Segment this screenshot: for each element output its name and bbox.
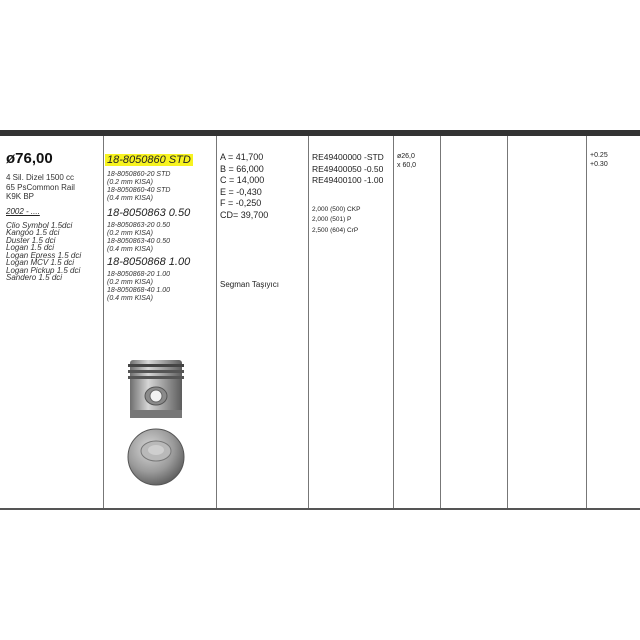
- engine-line: 65 PsCommon Rail: [6, 182, 75, 192]
- ring-set-code: RE49400100 -1.00: [312, 175, 384, 185]
- engine-line: 4 Sil. Dizel 1500 cc: [6, 173, 75, 182]
- column-divider: [507, 136, 508, 508]
- part-variant: 18-8050868-20 1.00: [107, 271, 171, 278]
- engine-info: [6, 173, 100, 202]
- oversize-value: +0.25: [590, 152, 608, 159]
- application-item: Logan 1.5 dci: [6, 243, 55, 252]
- dimensions-column: [220, 152, 268, 221]
- column-divider: [103, 136, 104, 508]
- part-variant-note: (0.4 mm KISA): [107, 195, 153, 202]
- ring-coating: 2,500 (604) CrP: [312, 226, 359, 234]
- part-variant-note: (0.4 mm KISA): [107, 246, 153, 253]
- application-item: Clio Symbol 1.5dci: [6, 220, 73, 230]
- oversize-column: [590, 152, 608, 169]
- column-divider: [393, 136, 394, 508]
- dimension-value: CD= 39,700: [220, 209, 269, 220]
- oversize-value: +0.30: [590, 160, 608, 168]
- part-variant-note: (0.2 mm KISA): [107, 279, 153, 286]
- production-year: 2002 - ....: [6, 206, 40, 216]
- part-variant: 18-8050860-40 STD: [107, 187, 171, 194]
- part-variant-group: [107, 271, 213, 303]
- application-item: Logan Epress 1.5 dci: [6, 250, 82, 260]
- column-divider: [440, 136, 441, 508]
- pin-length: x 60,0: [397, 162, 417, 169]
- application-item: Kangoo 1.5 dci: [6, 228, 60, 237]
- part-number: 18-8050863 0.50: [107, 207, 191, 219]
- dimension-value: F = -0,250: [220, 198, 262, 208]
- application-item: Logan Pickup 1.5 dci: [6, 265, 81, 275]
- application-item: Logan MCV 1.5 dci: [6, 258, 75, 267]
- engine-line: K9K BP: [6, 192, 35, 201]
- part-variant-note: (0.2 mm KISA): [107, 179, 153, 186]
- pin-column: [397, 152, 416, 170]
- part-variant: 18-8050860-20 STD: [107, 171, 171, 178]
- application-item: Duster 1.5 dci: [6, 235, 56, 245]
- part-variant-note: (0.4 mm KISA): [107, 295, 153, 302]
- dimension-value: C = 14,000: [220, 175, 265, 185]
- column-divider: [216, 136, 217, 508]
- part-variant-group: [107, 171, 213, 203]
- part-variant-note: (0.2 mm KISA): [107, 230, 153, 237]
- part-variant-group: [107, 222, 213, 254]
- part-number: 18-8050868 1.00: [107, 256, 191, 268]
- part-variant: 18-8050863-40 0.50: [107, 238, 171, 245]
- ring-coating: 2,000 (500) CKP: [312, 205, 361, 213]
- ring-set-code: RE49400000 -STD: [312, 152, 384, 162]
- piston-side-view-image: [126, 356, 186, 422]
- application-item: Sandero 1.5 dci: [6, 273, 63, 282]
- rings-column: [312, 152, 384, 236]
- table-top-rule: [0, 130, 640, 136]
- column-divider: [586, 136, 587, 508]
- part-number-highlighted: 18-8050860 STD: [107, 154, 191, 166]
- dimension-value: E = -0,430: [220, 186, 262, 197]
- table-bottom-rule: [0, 508, 640, 510]
- catalog-table: [0, 130, 640, 510]
- dimension-value: A = 41,700: [220, 152, 264, 162]
- dimension-value: B = 66,000: [220, 163, 264, 174]
- ring-coating: 2,000 (501) P: [312, 216, 352, 223]
- piston-spec-column: [6, 150, 100, 282]
- piston-top-view-image: [126, 426, 186, 488]
- ring-coating-list: [312, 205, 384, 237]
- pin-diameter: ø26,0: [397, 153, 415, 160]
- column-divider: [308, 136, 309, 508]
- vehicle-applications: [6, 222, 100, 282]
- ring-carrier-label: Segman Taşıyıcı: [220, 280, 279, 289]
- part-number-column: [107, 150, 213, 303]
- part-variant: 18-8050868-40 1.00: [107, 287, 171, 294]
- part-variant: 18-8050863-20 0.50: [107, 222, 171, 229]
- ring-set-code: RE49400050 -0.50: [312, 163, 384, 174]
- piston-diameter: ø76,00: [6, 150, 53, 167]
